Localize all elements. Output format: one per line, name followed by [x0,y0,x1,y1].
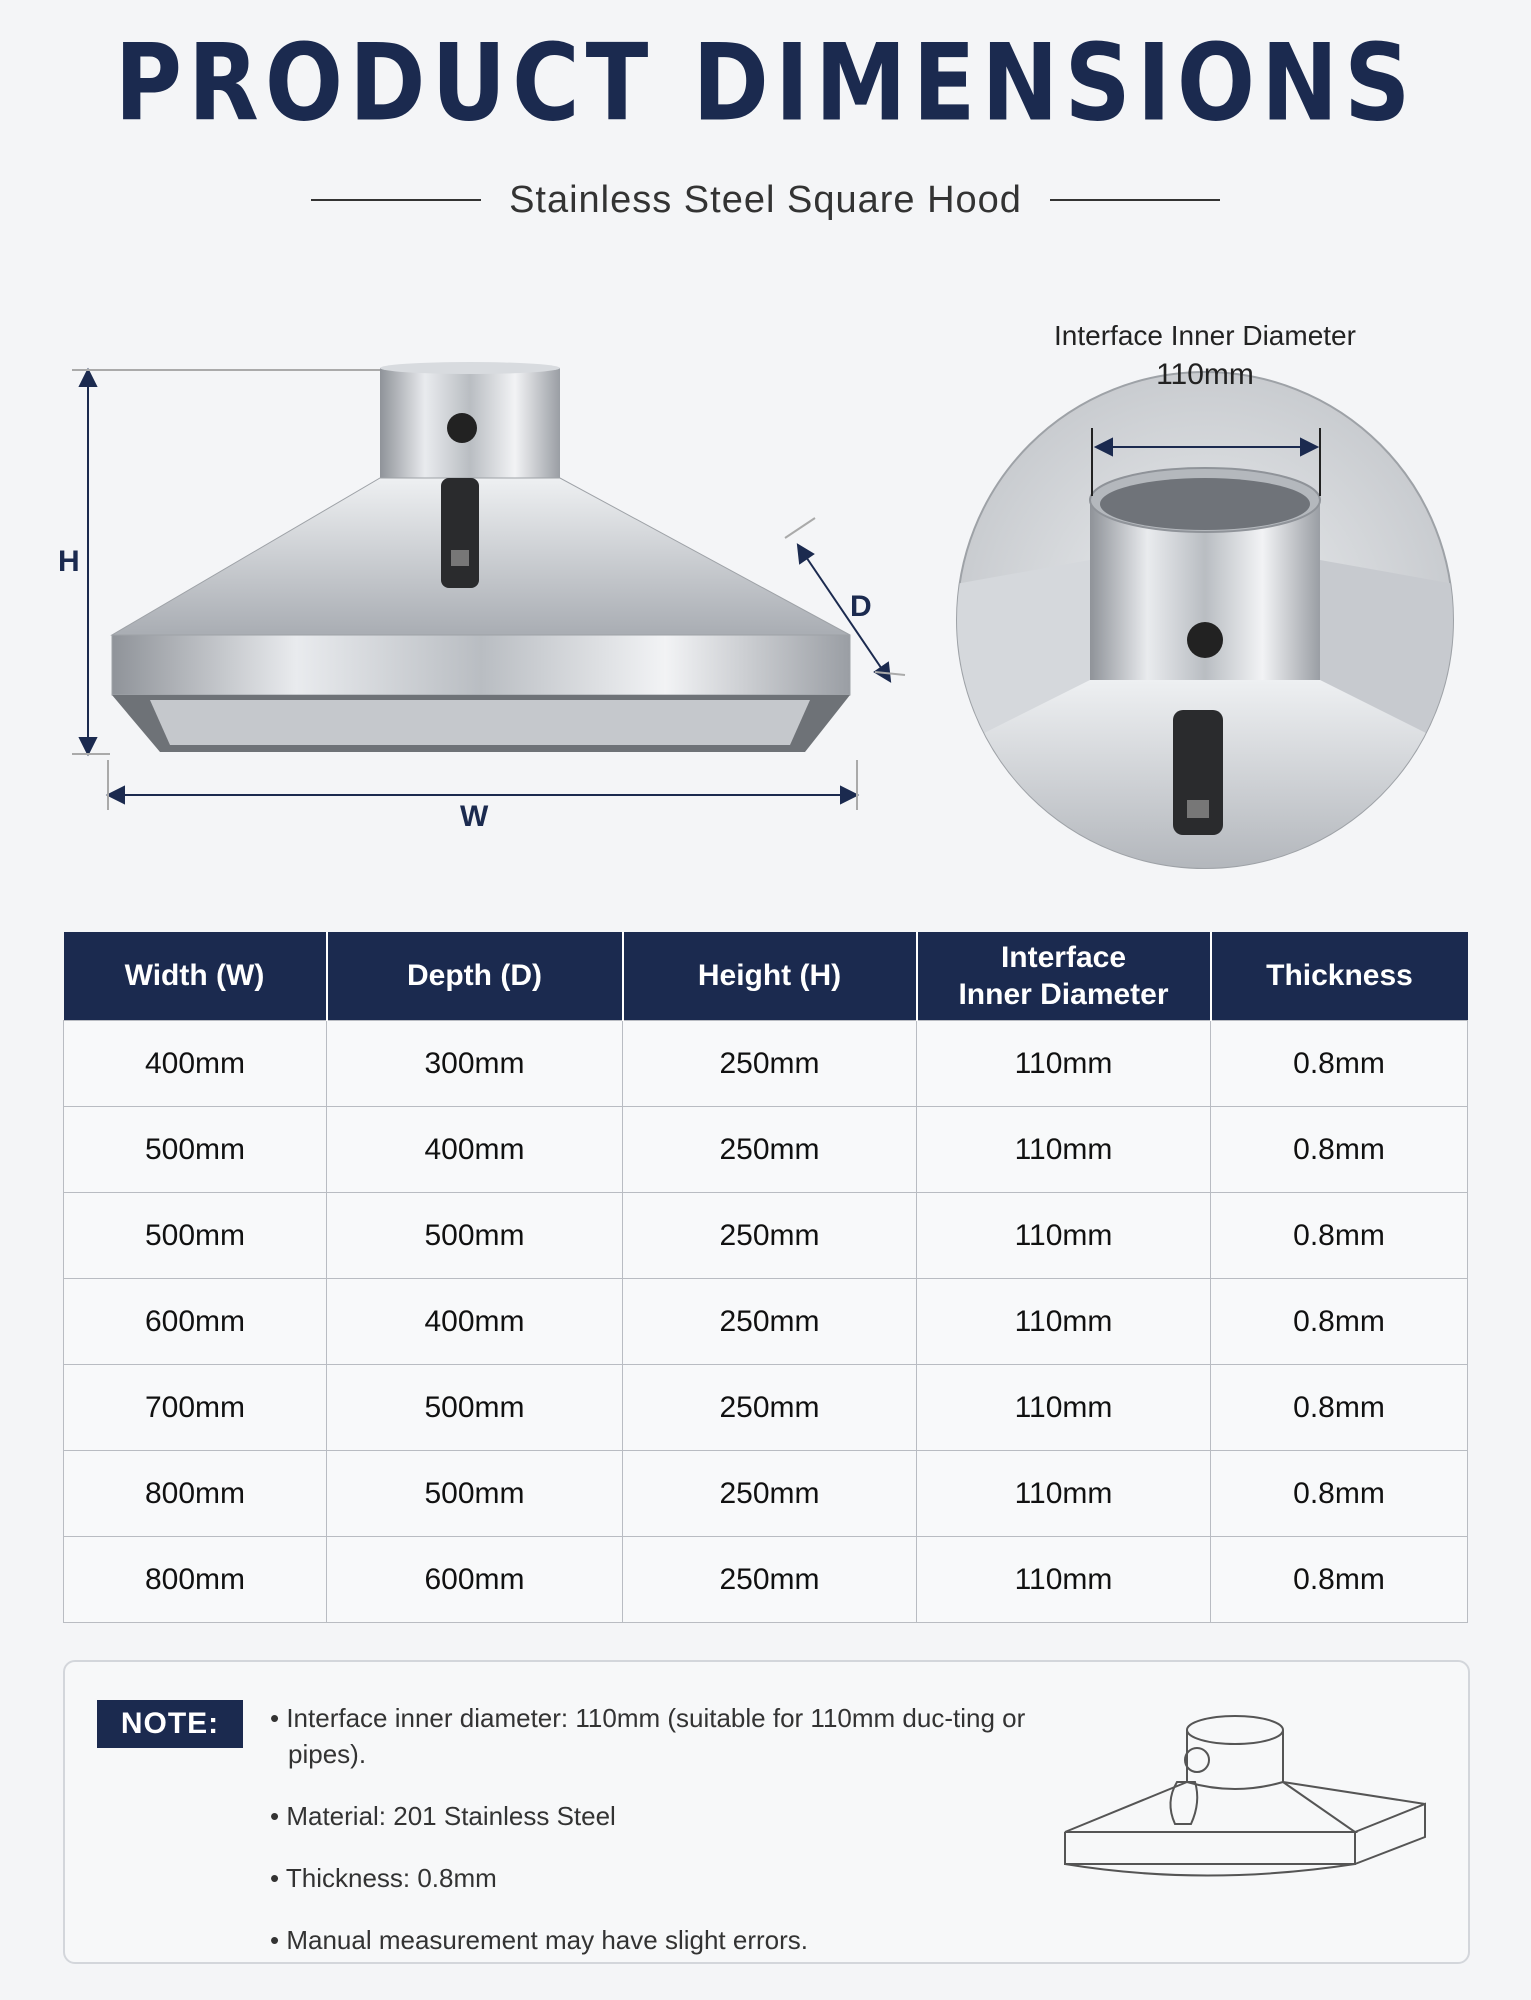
note-item: • Thickness: 0.8mm [270,1860,1070,1896]
note-item: • Manual measurement may have slight errors. [270,1922,1070,1958]
product-diagram [0,300,1531,900]
cell-width: 700mm [64,1365,327,1451]
table-row [64,1451,1468,1537]
cell-interface-diameter: 110mm [917,1537,1211,1623]
depth-label: D [850,590,872,623]
page-title: PRODUCT DIMENSIONS [114,21,1417,146]
interface-detail-circle [950,372,1460,900]
dimensions-table [63,932,1468,1623]
interface-diameter-value: 110mm [1156,358,1254,391]
cell-width: 800mm [64,1451,327,1537]
note-item: • Material: 201 Stainless Steel [270,1798,1070,1834]
cell-interface-diameter: 110mm [917,1365,1211,1451]
table-row [64,1279,1468,1365]
table-row [64,1107,1468,1193]
cell-height: 250mm [623,1365,917,1451]
subtitle-row [0,170,1531,230]
cell-thickness: 0.8mm [1211,1451,1468,1537]
cell-height: 250mm [623,1279,917,1365]
cell-depth: 500mm [327,1365,623,1451]
cell-interface-diameter: 110mm [917,1451,1211,1537]
cell-depth: 500mm [327,1451,623,1537]
cell-depth: 400mm [327,1279,623,1365]
cell-interface-diameter: 110mm [917,1107,1211,1193]
width-label: W [460,800,489,833]
interface-diameter-title: Interface Inner Diameter [1054,320,1356,351]
cell-depth: 500mm [327,1193,623,1279]
note-badge: NOTE: [97,1700,243,1748]
cell-interface-diameter: 110mm [917,1193,1211,1279]
divider-right [1050,199,1220,201]
cell-depth: 300mm [327,1021,623,1107]
table-row [64,1021,1468,1107]
hood-sketch [1005,1682,1455,1952]
cell-interface-diameter: 110mm [917,1021,1211,1107]
cell-thickness: 0.8mm [1211,1193,1468,1279]
table-row [64,1537,1468,1623]
header-interface-diameter: Interface Inner Diameter [917,932,1211,1021]
cell-height: 250mm [623,1021,917,1107]
cell-thickness: 0.8mm [1211,1365,1468,1451]
cell-height: 250mm [623,1537,917,1623]
table-row [64,1193,1468,1279]
cell-thickness: 0.8mm [1211,1107,1468,1193]
cell-width: 600mm [64,1279,327,1365]
note-list [270,1700,1070,1984]
cell-width: 800mm [64,1537,327,1623]
height-label: H [58,545,80,578]
cell-thickness: 0.8mm [1211,1279,1468,1365]
page-subtitle: Stainless Steel Square Hood [509,178,1022,221]
cell-thickness: 0.8mm [1211,1537,1468,1623]
cell-depth: 600mm [327,1537,623,1623]
header-depth: Depth (D) [327,932,623,1021]
cell-interface-diameter: 110mm [917,1279,1211,1365]
note-item: • Interface inner diameter: 110mm (suitable for 110mm duc-ting or pipes). [270,1700,1070,1772]
cell-height: 250mm [623,1193,917,1279]
cell-thickness: 0.8mm [1211,1021,1468,1107]
table-row [64,1365,1468,1451]
table-header-row [64,932,1468,1021]
cell-height: 250mm [623,1451,917,1537]
header-height: Height (H) [623,932,917,1021]
divider-left [311,199,481,201]
cell-width: 400mm [64,1021,327,1107]
hood-front-view [112,362,850,752]
note-box [63,1660,1470,1964]
cell-depth: 400mm [327,1107,623,1193]
cell-height: 250mm [623,1107,917,1193]
header-width: Width (W) [64,932,327,1021]
cell-width: 500mm [64,1107,327,1193]
cell-width: 500mm [64,1193,327,1279]
header-thickness: Thickness [1211,932,1468,1021]
